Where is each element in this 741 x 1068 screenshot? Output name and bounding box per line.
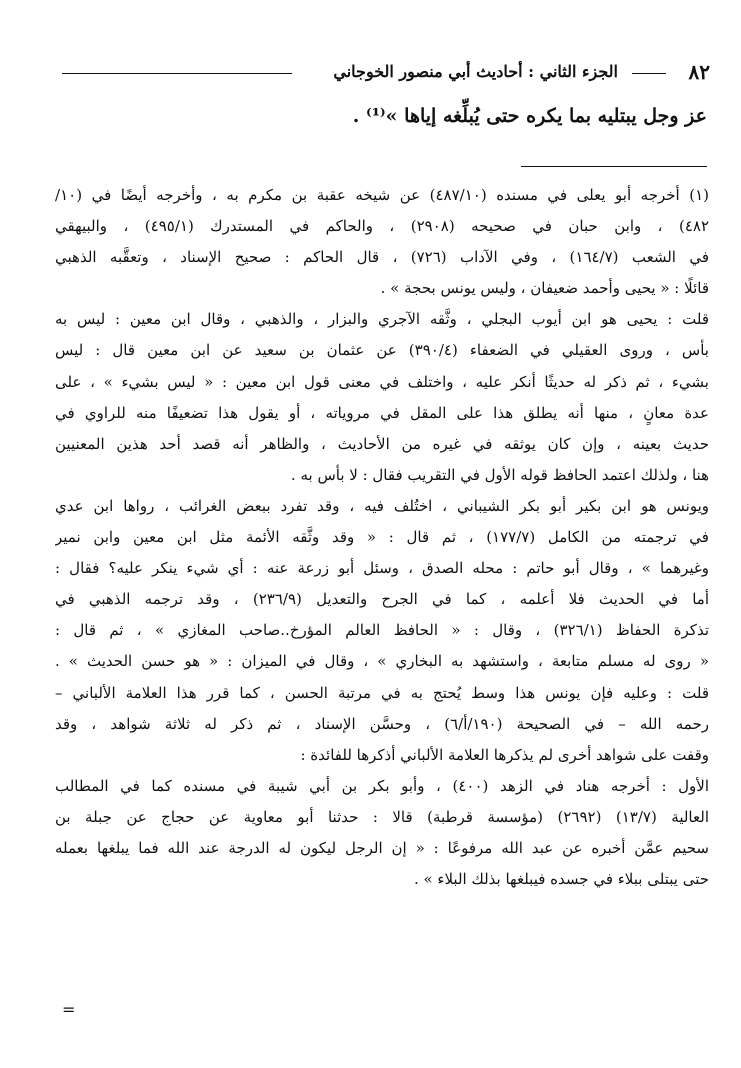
footnote-line: حديث بعينه ، وإن كان يوثقه في غيره من الأحاديث ، والظاهر أنه قصد أحد هذين المعنيين <box>55 434 709 453</box>
footnote-line: قلت : يحيى هو ابن أيوب البجلي ، وثَّقه الآجري والبزار ، والذهبي ، وقال ابن معين : ليس به <box>55 310 709 329</box>
footnote-line: أما في الحديث فلا أعلمه ، كما في الجرح والتعديل (٢٣٦/٩) ، وقد ترجمه الذهبي في <box>55 590 709 609</box>
footnote-line: عدة معانٍ ، منها أنه يطلق هذا على المقل في مروياته ، أو يقول هذا تضعيفًا منه للراوي في <box>55 403 709 422</box>
main-text: عز وجل يبتليه بما يكره حتى يُبلِّغه إياها »⁽¹⁾ . <box>352 105 707 127</box>
footnote-line: الأول : أخرجه هناد في الزهد (٤٠٠) ، وأبو بكر بن أبي شيبة في مسنده كما في المطالب <box>55 776 709 795</box>
footnote-line: بأس ، وروى العقيلي في الضعفاء (٣٩٠/٤) عن عثمان بن سعيد عن ابن معين قال : ليس <box>55 341 709 360</box>
running-title: الجزء الثاني : أحاديث أبي منصور الخوجاني <box>333 62 618 81</box>
header-rule-long <box>62 73 292 74</box>
footnote-line: تذكرة الحفاظ (٣٢٦/١) ، وقال : « الحافظ العالم المؤرخ..صاحب المغازي » ، ثم قال : <box>55 621 709 640</box>
footnote-line: بشيء ، ثم ذكر له حديثًا أنكر عليه ، واختلف في معنى قول ابن معين : « ليس بشيء » ، على <box>55 372 709 391</box>
footnote-line: حتى يبتلى ببلاء في جسده فيبلغها بذلك البلاء » . <box>413 870 709 889</box>
footnote-line: وغيرهما » ، وقال أبو حاتم : محله الصدق ، وسئل أبو زرعة عنه : أي شيء ينكر عليه؟ فقال : <box>55 559 709 578</box>
footnote-line: قائلًا : « يحيى وأحمد ضعيفان ، وليس يونس بحجة » . <box>380 279 709 298</box>
footnote-line: سحيم عمَّن أخبره عن عبد الله مرفوعًا : « إن الرجل ليكون له الدرجة عند الله فما يبلغها بعمله <box>55 838 709 857</box>
footnote-line: ٤٨٢) ، وابن حبان في صحيحه (٢٩٠٨) ، والحاكم في المستدرك (٤٩٥/١) ، والبيهقي <box>55 217 709 236</box>
footnote-line: هنا ، ولذلك اعتمد الحافظ قوله الأول في التقريب فقال : لا بأس به . <box>290 465 709 484</box>
footnote-line: العالية (١٣/٧) (٢٦٩٢) (مؤسسة قرطبة) قالا : حدثنا أبو معاوية عن حجاج عن جبلة بن <box>55 807 709 826</box>
footnote-line: في ترجمته من الكامل (١٧٧/٧) ، ثم قال : « وقد وثَّقه الأئمة مثل ابن معين وابن نمير <box>55 528 709 547</box>
footnote-line: ويونس هو ابن بكير أبو بكر الشيباني ، اختُلف فيه ، وقد تفرد ببعض الغرائب ، رواها ابن عدي <box>55 496 709 515</box>
page-number: ٨٢ <box>688 60 710 84</box>
header-rule-short <box>632 73 666 74</box>
continuation-mark: = <box>62 1000 76 1019</box>
footnote-line: في الشعب (١٦٤/٧) ، وفي الآداب (٧٢٦) ، قال الحاكم : صحيح الإسناد ، وتعقَّبه الذهبي <box>55 248 709 267</box>
footnote-line: (١) أخرجه أبو يعلى في مسنده (٤٨٧/١٠) عن شيخه عقبة بن مكرم به ، وأخرجه أيضًا في (١٠/ <box>55 186 709 204</box>
footnote-line: قلت : وعليه فإن يونس هذا وسط يُحتج به في مرتبة الحسن ، كما قرر هذا العلامة الألباني – <box>55 683 709 702</box>
footnote-line: رحمه الله – في الصحيحة (١٩٠/أ/٦) ، وحسَّن الإسناد ، ثم ذكر له ثلاثة شواهد ، وقد <box>55 714 709 733</box>
footnote-separator <box>521 166 707 167</box>
footnote-line: « روى له مسلم متابعة ، واستشهد به البخاري » ، وقال في الميزان : « هو حسن الحديث » . <box>55 652 709 671</box>
footnotes <box>55 180 709 1035</box>
footnote-line: وقفت على شواهد أخرى لم يذكرها العلامة الألباني أذكرها للفائدة : <box>300 745 709 764</box>
page-header <box>62 58 710 88</box>
